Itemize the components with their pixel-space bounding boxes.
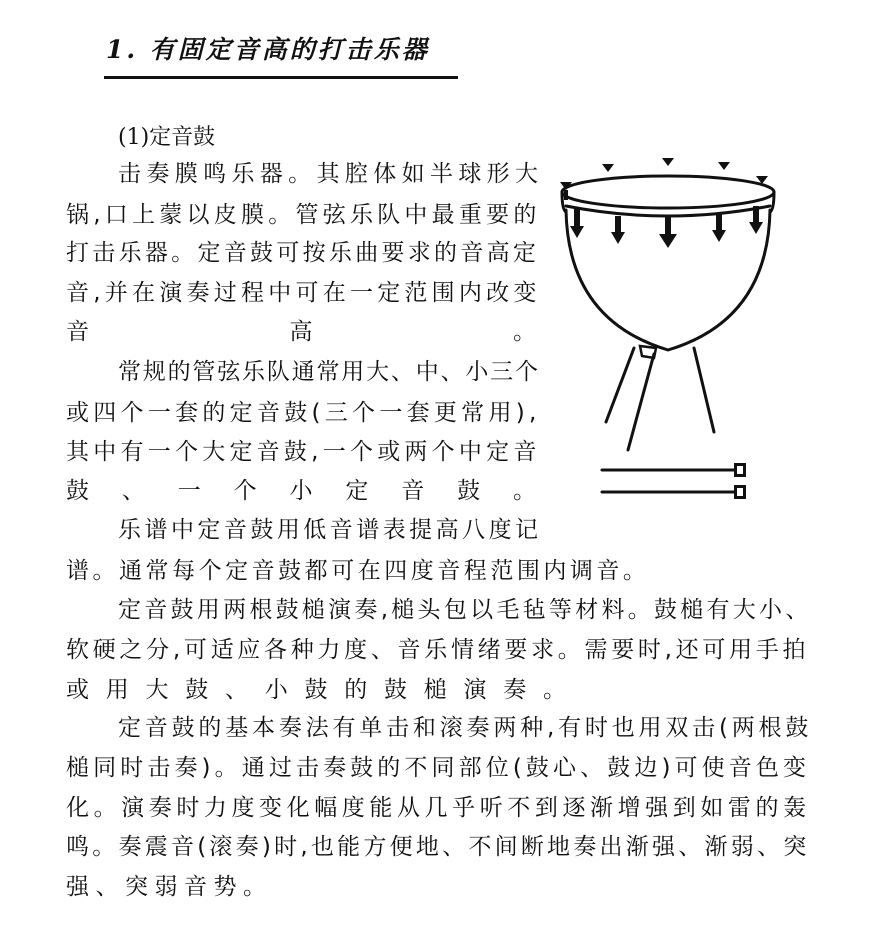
text-line: 定音鼓的基本奏法有单击和滚奏两种,有时也用双击(两根鼓	[118, 715, 813, 741]
text-line: 击奏膜鸣乐器。其腔体如半球形大	[118, 161, 544, 187]
text-line: 锅,口上蒙以皮膜。管弦乐队中最重要的	[66, 202, 541, 228]
text-line: 打击乐器。定音鼓可按乐曲要求的音高定	[66, 240, 540, 266]
text-line: 槌同时击奏)。通过击奏鼓的不同部位(鼓心、鼓边)可使音色变	[66, 755, 811, 781]
text-line: 化。演奏时力度变化幅度能从几乎听不到逐渐增强到如雷的轰	[66, 795, 811, 821]
text-line: 其中有一个大定音鼓,一个或两个中定音	[66, 439, 541, 465]
text-line: 或用大鼓、小鼓的鼓槌演奏。	[66, 677, 583, 703]
text-line: 定音鼓用两根鼓槌演奏,槌头包以毛毡等材料。鼓槌有大小、	[118, 597, 812, 623]
text-line: 或四个一套的定音鼓(三个一套更常用),	[66, 400, 541, 426]
section-title: 1. 有固定音高的打击乐器	[106, 35, 430, 64]
text-line: 谱。通常每个定音鼓都可在四度音程范围内调音。	[66, 558, 650, 584]
title-underline	[104, 76, 458, 79]
text-line: 鼓、一个小定音鼓。	[66, 478, 569, 504]
text-line: 软硬之分,可适应各种力度、音乐情绪要求。需要时,还可用手拍	[66, 637, 810, 663]
text-line: 常规的管弦乐队通常用大、中、小三个	[118, 359, 540, 385]
text-line: 音,并在演奏过程中可在一定范围内改变	[66, 280, 541, 306]
text-line: 鸣。奏震音(滚奏)时,也能方便地、不间断地奏出渐强、渐弱、突	[66, 834, 810, 860]
text-line: 强、突弱音势。	[66, 874, 273, 900]
subsection-heading: (1)定音鼓	[118, 125, 216, 150]
text-line: 音高。	[66, 319, 737, 345]
text-line: 乐谱中定音鼓用低音谱表提高八度记	[118, 517, 542, 543]
timpani-illustration	[548, 150, 788, 520]
